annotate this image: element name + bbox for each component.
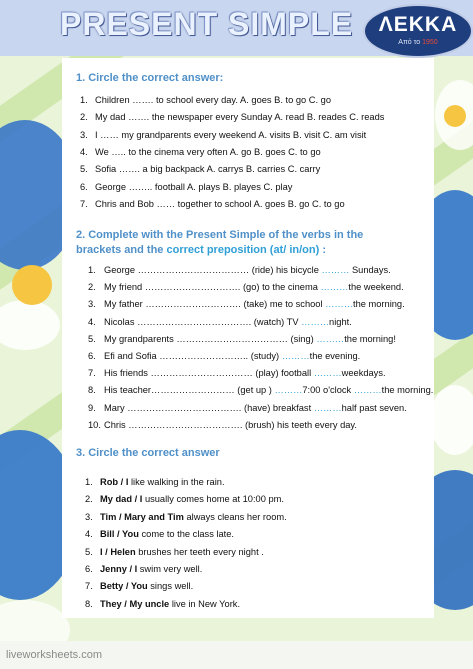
preposition-blank: ……… (313, 402, 342, 413)
preposition-blank: ……… (321, 265, 350, 275)
fill-in-item (88, 385, 433, 395)
item-number: 8. (85, 598, 93, 609)
item-text: usually comes home at 10:00 pm. (142, 494, 284, 505)
preposition-blank: ……… (320, 282, 349, 293)
item-text: George ……………………………… (ride) his bicycle (104, 265, 322, 275)
question-item (85, 599, 240, 609)
item-text-end: the morning. (353, 299, 405, 310)
fill-in-item (88, 403, 407, 413)
question-item (85, 581, 193, 591)
item-number: 1. (80, 95, 88, 105)
section1-title: 1. Circle the correct answer: (76, 72, 224, 84)
item-text: My friend …………………………. (go) to the cinema (104, 282, 321, 293)
item-text-end: the weekend. (348, 282, 404, 293)
footer (0, 641, 473, 669)
fill-in-item (88, 351, 360, 361)
item-number: 1. (85, 477, 93, 487)
item-number: 6. (85, 564, 93, 574)
question-item (85, 529, 234, 539)
item-text: I …… my grandparents every weekend A. visits B. visit C. am visit (95, 129, 367, 140)
item-text: Sofia ……. a big backpack A. carrys B. carries C. carry (95, 164, 321, 175)
preposition-blank: ……… (325, 299, 353, 310)
question-item (80, 164, 320, 174)
fill-in-item (88, 368, 386, 378)
item-text-end: half past seven. (341, 402, 407, 413)
item-text-end: weekdays. (341, 368, 386, 379)
item-number: 7. (88, 368, 96, 379)
item-text-end: the morning! (344, 333, 396, 344)
item-text: sings well. (147, 581, 194, 592)
item-text: His friends …………………………… (play) football (104, 368, 314, 379)
question-item (80, 147, 321, 157)
item-text: brushes her teeth every night . (135, 546, 264, 557)
answer-options: I / Helen (100, 546, 136, 557)
fill-in-item (88, 317, 352, 327)
item-text: His teacher……………………… (get up ) (104, 385, 275, 396)
item-number: 7. (85, 581, 93, 592)
item-text: come to the class late. (138, 529, 235, 540)
fill-in-item (88, 265, 391, 275)
item-number: 4. (85, 529, 93, 540)
item-text: We ….. to the cinema very often A. go B. goes C. to go (95, 146, 321, 157)
item-number: 2. (88, 282, 96, 293)
answer-options: Tim / Mary and Tim (100, 511, 184, 522)
question-item (85, 477, 225, 487)
page-title: PRESENT SIMPLE (60, 6, 354, 42)
item-text: My father …………………………. (take) me to school (104, 299, 326, 310)
question-item (85, 512, 287, 522)
item-number: 3. (80, 129, 88, 140)
item-text: Mary ………………………………. (have) breakfast (104, 402, 314, 413)
preposition-blank: ……… (316, 333, 345, 344)
item-text-end: the morning. (381, 385, 434, 396)
item-number: 4. (88, 316, 96, 327)
preposition-blank: ……… (353, 385, 382, 396)
question-item (85, 564, 202, 574)
item-number: 9. (88, 402, 96, 413)
answer-options: Rob / I (100, 477, 129, 487)
item-number: 4. (80, 146, 88, 157)
item-number: 7. (80, 198, 88, 209)
logo-name: ΛΕΚΚΑ (378, 13, 458, 36)
item-number: 8. (88, 385, 96, 396)
item-number: 5. (80, 164, 88, 175)
item-text: always cleans her room. (183, 511, 287, 522)
item-number: 5. (88, 333, 96, 344)
fill-in-item (88, 334, 396, 344)
section2-title: 2. Complete with the Present Simple of the verbs in the brackets and the correct preposition (at/ in/on) : (76, 229, 364, 256)
logo-since: Από το 1950 (398, 39, 438, 46)
item-number: 6. (88, 351, 96, 361)
item-number: 1. (88, 265, 96, 275)
question-item (80, 112, 384, 122)
item-text-end: the evening. (309, 351, 361, 361)
preposition-blank: ……… (313, 368, 342, 379)
fill-in-item (88, 282, 404, 292)
question-item (80, 182, 292, 192)
item-text: My dad ……. the newspaper every Sunday A. read B. reades C. reads (95, 112, 385, 123)
item-number: 5. (85, 546, 93, 557)
item-number: 10. (88, 419, 101, 430)
item-text-end: night. (329, 316, 352, 327)
footer-brand: liveworksheets.com (6, 649, 102, 661)
item-text: Chris and Bob …… together to school A. goes B. go C. to go (95, 198, 345, 209)
item-text: George …….. football A. plays B. playes C. play (95, 181, 293, 192)
preposition-blank: ……… (281, 351, 310, 361)
item-number: 2. (80, 112, 88, 123)
question-item (80, 130, 366, 140)
fill-in-item (88, 299, 405, 309)
answer-options: My dad / I (100, 494, 143, 505)
item-number: 2. (85, 494, 93, 505)
item-number: 6. (80, 181, 88, 192)
question-item (80, 199, 345, 209)
fill-in-item (88, 420, 357, 430)
answer-options: Jenny / I (100, 564, 138, 574)
publisher-logo (363, 4, 473, 58)
item-text: Nicolas ………………………………. (watch) TV (104, 316, 302, 327)
item-text: Children ……. to school every day. A. goes B. to go C. go (95, 95, 331, 105)
item-text: live in New York. (169, 598, 241, 609)
item-number: 3. (88, 299, 96, 310)
section3-title: 3. Circle the correct answer (76, 447, 220, 459)
header-banner (0, 0, 473, 56)
item-number: 3. (85, 511, 93, 522)
question-item (80, 95, 331, 105)
answer-options: Bill / You (100, 529, 139, 540)
item-text: like walking in the rain. (128, 477, 225, 487)
item-text: Chris ………………………………. (brush) his teeth every day. (104, 419, 357, 430)
item-text: swim very well. (137, 564, 203, 574)
answer-options: They / My uncle (100, 598, 170, 609)
question-item (85, 494, 284, 504)
question-item (85, 547, 264, 557)
answer-options: Betty / You (100, 581, 148, 592)
item-text: My grandparents ……………………………… (sing) (104, 333, 317, 344)
item-text: Efi and Sofia ……………………….. (study) (104, 351, 282, 361)
item-text-end: 7:00 o'clock (302, 385, 354, 396)
preposition-blank: ……… (301, 316, 330, 327)
preposition-blank: ……… (274, 385, 303, 396)
item-text-end: Sundays. (349, 265, 391, 275)
